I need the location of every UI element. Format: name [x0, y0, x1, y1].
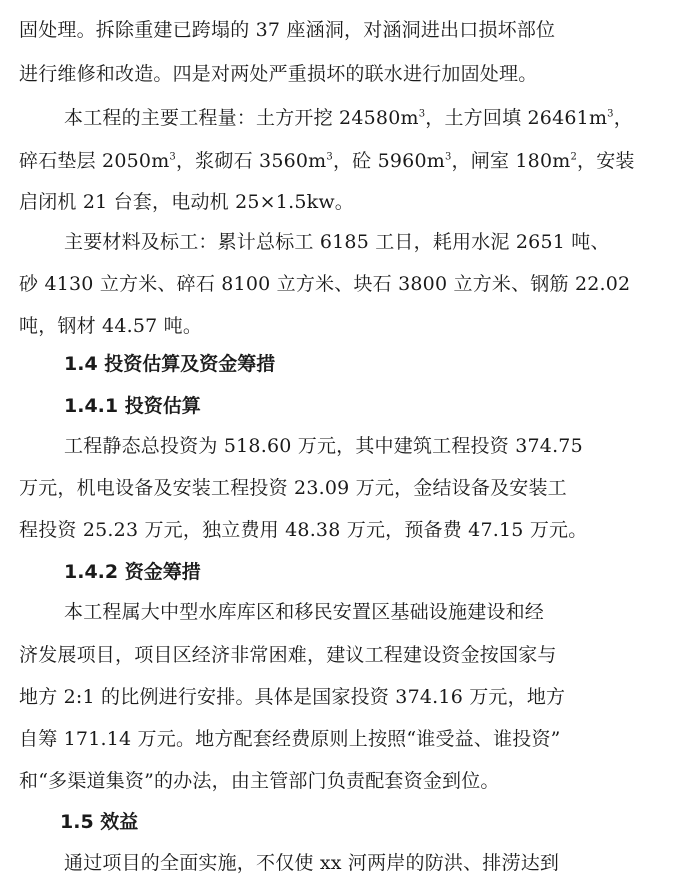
paragraph-line: 启闭机 21 台套，电动机 25×1.5kw。: [19, 191, 354, 213]
section-heading: 1.4 投资估算及资金筹措: [64, 353, 276, 375]
text-run: ，土方回填 26461m: [425, 107, 608, 129]
paragraph-line: 固处理。拆除重建已跨塌的 37 座涵洞，对涵洞进出口损坏部位: [19, 19, 556, 41]
paragraph-line: 吨，钢材 44.57 吨。: [19, 315, 203, 337]
paragraph-line: 主要材料及标工：累计总标工 6185 工日，耗用水泥 2651 吨、: [64, 231, 610, 253]
paragraph-line: 万元，机电设备及安装工程投资 23.09 万元，金结设备及安装工: [19, 477, 567, 499]
superscript: 2: [570, 151, 578, 163]
paragraph-line: 进行维修和改造。四是对两处严重损坏的联水进行加固处理。: [19, 63, 538, 85]
paragraph-line: 砂 4130 立方米、碎石 8100 立方米、块石 3800 立方米、钢筋 22.02: [19, 273, 631, 295]
paragraph-line: 程投资 25.23 万元，独立费用 48.38 万元，预备费 47.15 万元。: [19, 519, 588, 541]
superscript: 3: [169, 151, 176, 163]
paragraph-line: 济发展项目，项目区经济非常困难，建议工程建设资金按国家与: [19, 644, 557, 666]
paragraph-line: 本工程属大中型水库库区和移民安置区基础设施建设和经: [64, 601, 545, 623]
superscript: 3: [326, 151, 333, 163]
text-run: ，闸室 180m: [451, 150, 571, 172]
text-run: 本工程的主要工程量：土方开挖 24580m: [64, 107, 419, 129]
paragraph-line: 工程静态总投资为 518.60 万元，其中建筑工程投资 374.75: [64, 435, 583, 457]
paragraph-line: 和“多渠道集资”的办法，由主管部门负责配套资金到位。: [19, 770, 500, 792]
paragraph-line: 通过项目的全面实施，不仅使 xx 河两岸的防洪、排涝达到: [64, 852, 560, 874]
superscript: 3: [418, 108, 426, 120]
text-run: 碎石垫层 2050m: [19, 150, 170, 172]
text-run: ，浆砌石 3560m: [175, 150, 327, 172]
text-run: ，砼 5960m: [332, 150, 445, 172]
section-heading: 1.4.2 资金筹措: [64, 561, 201, 583]
paragraph-line: 地方 2:1 的比例进行安排。具体是国家投资 374.16 万元，地方: [19, 686, 566, 708]
section-heading: 1.4.1 投资估算: [64, 395, 201, 417]
superscript: 3: [607, 108, 614, 120]
section-heading: 1.5 效益: [60, 811, 139, 833]
superscript: 3: [444, 151, 452, 163]
paragraph-line: [64, 106, 677, 130]
text-run: ，: [613, 107, 633, 129]
paragraph-line: [19, 149, 635, 173]
paragraph-line: 自筹 171.14 万元。地方配套经费原则上按照“谁受益、谁投资”: [19, 728, 561, 750]
text-run: ，安装: [577, 150, 635, 172]
